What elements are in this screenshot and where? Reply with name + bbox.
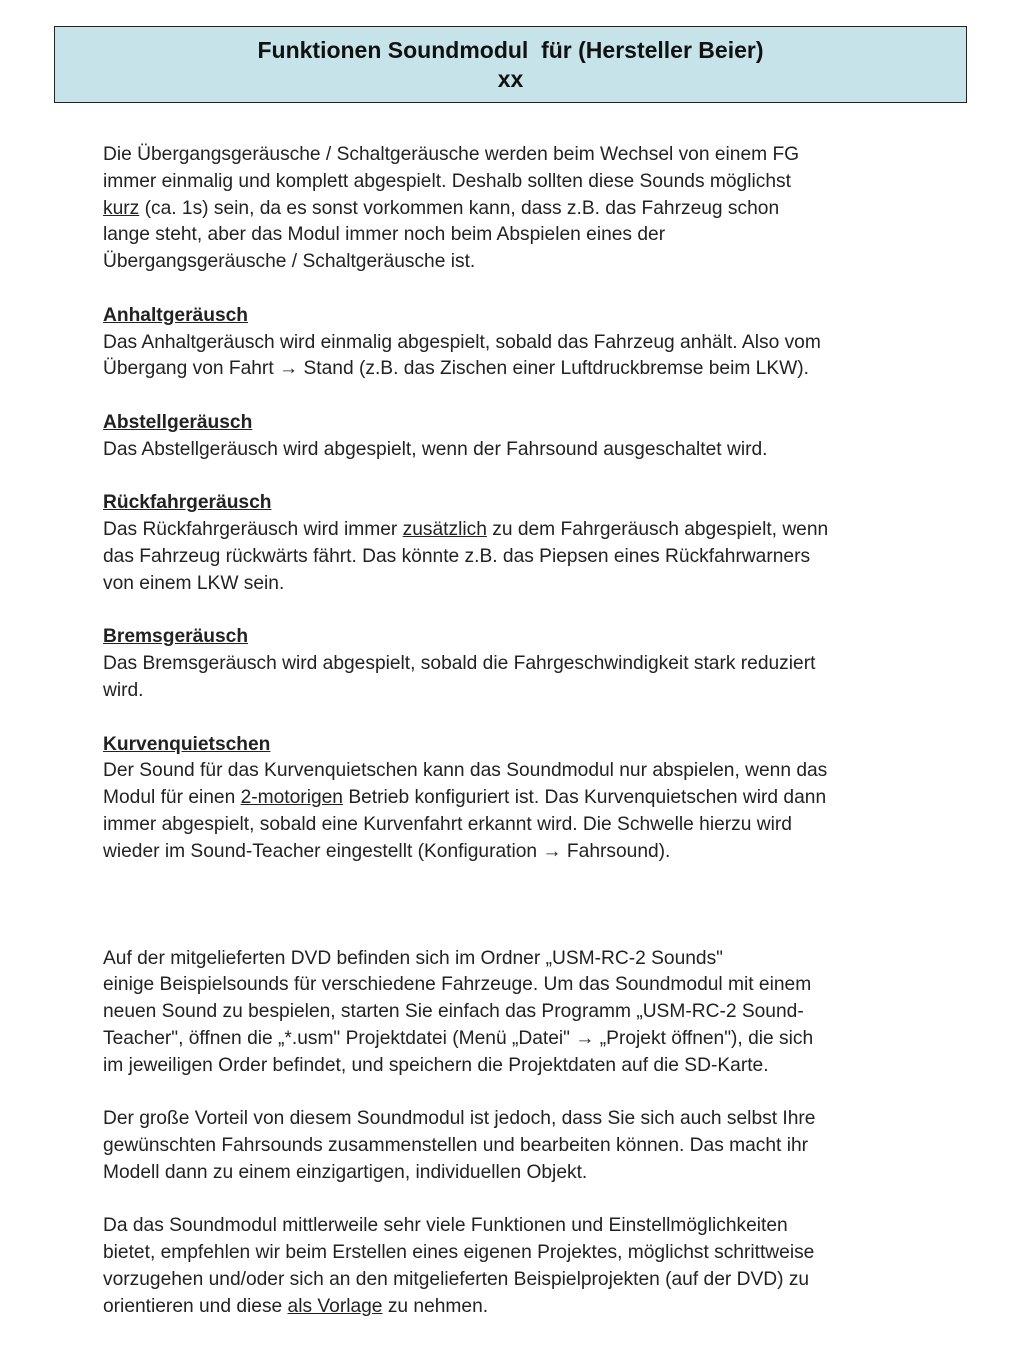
- text-fragment: zu nehmen.: [382, 1295, 489, 1317]
- text-line: Das Bremsgeräusch wird abgespielt, sobald die Fahrgeschwindigkeit stark reduziert: [103, 653, 816, 675]
- text-line: Teacher", öffnen die „*.usm" Projektdatei (Menü „Datei" → „Projekt öffnen"), die sich: [103, 1027, 814, 1049]
- text-line: Das Anhaltgeräusch wird einmalig abgespielt, sobald das Fahrzeug anhält. Also vom: [103, 331, 821, 353]
- text-fragment: Betrieb konfiguriert ist. Das Kurvenquietschen wird dann: [342, 787, 827, 809]
- text-line: neuen Sound zu bespielen, starten Sie einfach das Programm „USM-RC-2 Sound-: [103, 1001, 804, 1023]
- text-line: Übergangsgeräusche / Schaltgeräusche ist.: [103, 251, 476, 273]
- section-anhaltgeraeusch: [103, 303, 963, 383]
- text-line: gewünschten Fahrsounds zusammenstellen und bearbeiten können. Das macht ihr: [103, 1135, 809, 1157]
- text-line: einige Beispielsounds für verschiedene Fahrzeuge. Um das Soundmodul mit einem: [103, 974, 812, 996]
- text-line: bietet, empfehlen wir beim Erstellen eines eigenen Projektes, möglichst schrittweise: [103, 1242, 815, 1264]
- text-line: Die Übergangsgeräusche / Schaltgeräusche werden beim Wechsel von einem FG: [103, 144, 800, 165]
- text-line: Der große Vorteil von diesem Soundmodul ist jedoch, dass Sie sich auch selbst Ihre: [103, 1108, 816, 1130]
- text-line: Das Abstellgeräusch wird abgespielt, wenn der Fahrsound ausgeschaltet wird.: [103, 438, 768, 460]
- text-line: wird.: [103, 679, 144, 701]
- section-rueckfahrgeraeusch: [103, 490, 963, 597]
- text-line: [103, 785, 963, 812]
- text-line: [103, 517, 963, 544]
- section-abstellgeraeusch: [103, 410, 963, 464]
- text-fragment: (ca. 1s) sein, da es sonst vorkommen kann, dass z.B. das Fahrzeug schon: [139, 197, 780, 219]
- emphasis-underline: 2-motorigen: [240, 787, 343, 809]
- text-line: [103, 1294, 963, 1321]
- text-line: vorzugehen und/oder sich an den mitgelieferten Beispielprojekten (auf der DVD) zu: [103, 1269, 810, 1291]
- section-heading: Abstellgeräusch: [103, 411, 253, 433]
- emphasis-underline: zusätzlich: [402, 519, 487, 541]
- text-fragment: orientieren und diese: [103, 1295, 288, 1317]
- section-heading: Anhaltgeräusch: [103, 304, 249, 326]
- emphasis-underline: kurz: [103, 197, 140, 219]
- text-line: [103, 196, 963, 223]
- text-fragment: Das Rückfahrgeräusch wird immer: [103, 519, 403, 541]
- closing-paragraph: [103, 1213, 963, 1320]
- text-line: Modell dann zu einem einzigartigen, individuellen Objekt.: [103, 1161, 588, 1183]
- section-heading: Kurvenquietschen: [103, 733, 271, 755]
- document-title: Funktionen Soundmodul für (Hersteller Beier): [257, 37, 764, 63]
- dvd-paragraph: [103, 946, 963, 1080]
- text-line: im jeweiligen Order befindet, und speichern die Projektdaten auf die SD-Karte.: [103, 1054, 769, 1076]
- section-kurvenquietschen: [103, 732, 963, 866]
- emphasis-underline: als Vorlage: [287, 1295, 383, 1317]
- section-heading: Rückfahrgeräusch: [103, 492, 272, 514]
- text-fragment: zu dem Fahrgeräusch abgespielt, wenn: [486, 519, 829, 541]
- text-line: immer einmalig und komplett abgespielt. Deshalb sollten diese Sounds möglichst: [103, 170, 791, 192]
- text-line: Auf der mitgelieferten DVD befinden sich im Ordner „USM-RC-2 Sounds": [103, 947, 723, 969]
- text-line: wieder im Sound-Teacher eingestellt (Konfiguration → Fahrsound).: [103, 840, 671, 862]
- text-line: Der Sound für das Kurvenquietschen kann das Soundmodul nur abspielen, wenn das: [103, 760, 828, 782]
- document-subtitle: xx: [497, 66, 524, 92]
- text-line: immer abgespielt, sobald eine Kurvenfahrt erkannt wird. Die Schwelle hierzu wird: [103, 813, 792, 835]
- text-line: lange steht, aber das Modul immer noch beim Abspielen eines der: [103, 224, 666, 246]
- document-body: [103, 142, 963, 1321]
- text-line: von einem LKW sein.: [103, 572, 285, 594]
- vorteil-paragraph: [103, 1106, 963, 1186]
- text-fragment: Modul für einen: [103, 787, 241, 809]
- section-bremsgeraeusch: [103, 624, 963, 704]
- text-line: das Fahrzeug rückwärts fährt. Das könnte z.B. das Piepsen eines Rückfahrwarners: [103, 545, 811, 567]
- intro-paragraph: [103, 142, 963, 276]
- section-heading: Bremsgeräusch: [103, 626, 249, 648]
- text-line: Da das Soundmodul mittlerweile sehr viele Funktionen und Einstellmöglichkeiten: [103, 1215, 788, 1237]
- document-title-box: [54, 26, 967, 103]
- text-line: Übergang von Fahrt → Stand (z.B. das Zischen einer Luftdruckbremse beim LKW).: [103, 358, 809, 380]
